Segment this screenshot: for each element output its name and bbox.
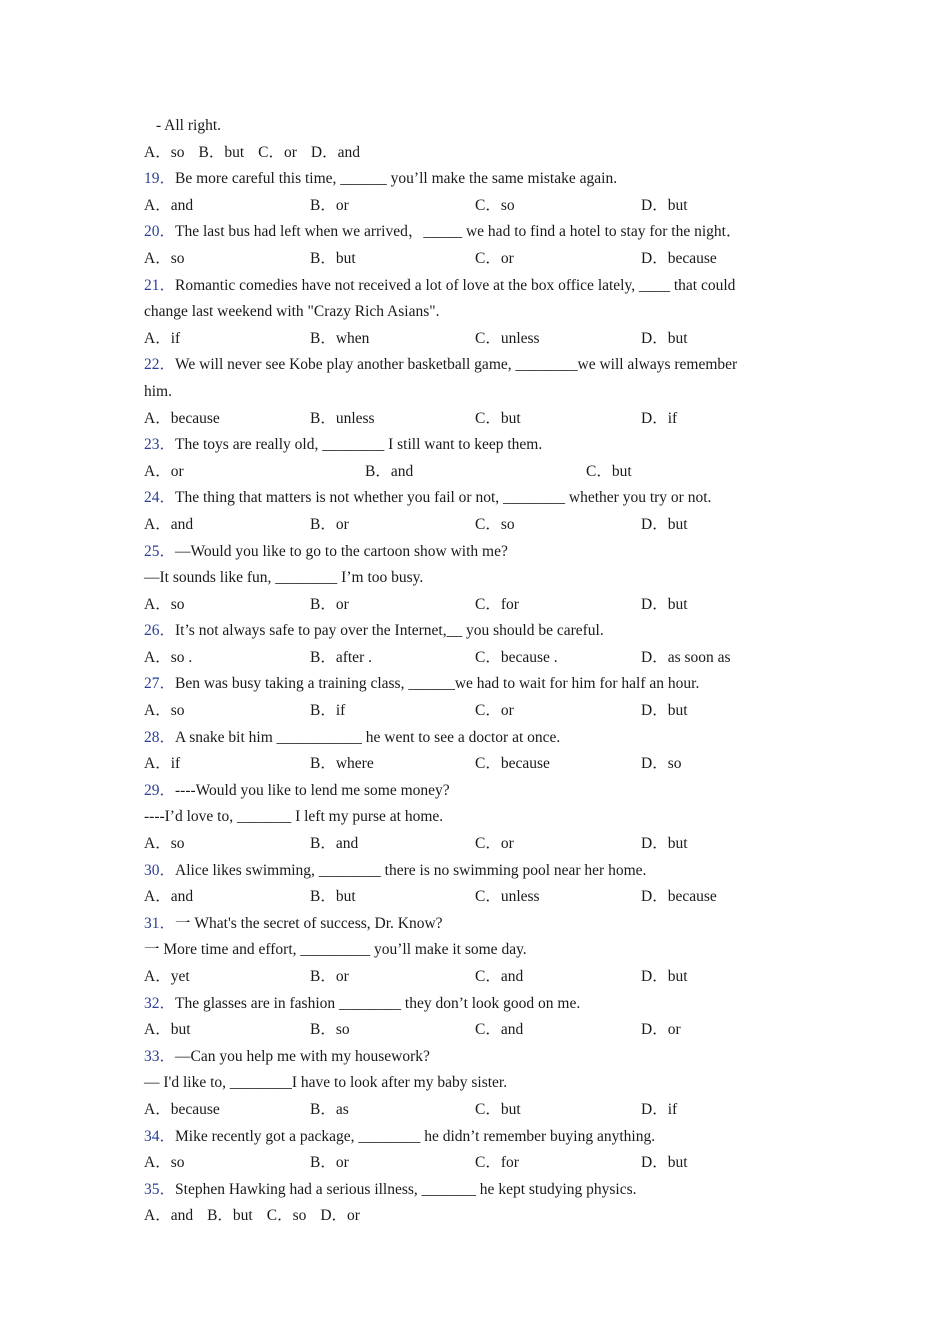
question-number: 21． — [144, 276, 176, 294]
option-a: A．so — [144, 702, 185, 720]
option-b: B．or — [310, 968, 349, 985]
option-b: B．and — [310, 835, 359, 853]
option-b: B．or — [310, 1154, 349, 1172]
dialogue-reply: - All right. — [156, 117, 222, 134]
question-line: Mike recently got a package, ________ he didn’t remember buying anything. — [175, 1127, 656, 1145]
question-text — [144, 671, 804, 698]
answer-options — [144, 1097, 804, 1124]
question-line: him. — [144, 382, 172, 400]
question-text — [144, 725, 804, 752]
option-b: B．where — [310, 755, 374, 773]
option-c: C．or — [475, 702, 514, 720]
option-d: D．but — [641, 835, 688, 853]
question-number: 19． — [144, 170, 176, 188]
option-b: B．as — [310, 1100, 349, 1118]
question-text-continued — [144, 1070, 804, 1097]
option-a: A．and — [144, 515, 194, 533]
option-d: D．but — [641, 968, 688, 985]
option-a: A．and — [144, 888, 194, 906]
option-d: D．but — [641, 702, 688, 720]
option-d: D．but — [641, 595, 688, 613]
option-c: C．because — [475, 755, 550, 773]
answer-options — [144, 1150, 804, 1177]
option-b: B．after . — [310, 648, 372, 666]
option-c: C．so — [475, 196, 515, 214]
question-line: —Would you like to go to the cartoon show with me? — [175, 542, 508, 560]
question-line: The toys are really old, ________ I still want to keep them. — [175, 436, 543, 454]
intro-options — [144, 140, 804, 167]
question-text — [144, 273, 804, 300]
question-line: 一 What's the secret of success, Dr. Know? — [175, 914, 443, 932]
answer-options — [144, 1203, 804, 1230]
question-line: —Can you help me with my housework? — [175, 1047, 430, 1065]
option-d: D．if — [641, 1100, 678, 1118]
question-line: We will never see Kobe play another basketball game, ________we will always remember — [175, 356, 738, 374]
option-b: B．if — [310, 702, 346, 720]
option-c: C．so — [266, 1207, 307, 1225]
question-text — [144, 778, 804, 805]
option-c: C．but — [586, 462, 632, 480]
option-a: A．so — [144, 143, 185, 161]
option-a: A．because — [144, 409, 220, 427]
option-a: A．and — [144, 1207, 194, 1225]
option-b: B．or — [310, 196, 349, 214]
option-c: C．but — [475, 409, 521, 427]
option-d: D．and — [310, 143, 360, 161]
answer-options — [144, 964, 804, 991]
question-number: 22． — [144, 356, 176, 374]
answer-options — [144, 459, 804, 486]
option-a: A．if — [144, 329, 181, 347]
option-a: A．because — [144, 1100, 220, 1118]
option-b: B．but — [310, 888, 356, 906]
question-line: Stephen Hawking had a serious illness, _______ he kept studying physics. — [175, 1180, 637, 1198]
question-text — [144, 911, 804, 938]
option-c: C．for — [475, 1154, 519, 1172]
option-d: D．but — [641, 515, 688, 533]
option-c: C．and — [475, 1021, 524, 1039]
option-c: C．unless — [475, 329, 540, 347]
option-a: A．or — [144, 462, 184, 480]
option-d: D．or — [320, 1207, 360, 1225]
option-c: C．but — [475, 1100, 521, 1118]
question-text-continued — [144, 804, 804, 831]
question-number: 26． — [144, 622, 176, 640]
question-text-continued — [144, 565, 804, 592]
question-number: 31． — [144, 914, 176, 932]
question-number: 34． — [144, 1127, 176, 1145]
question-text — [144, 858, 804, 885]
question-line: — I'd like to, ________I have to look after my baby sister. — [144, 1074, 508, 1092]
answer-options — [144, 246, 804, 273]
option-b: B．unless — [310, 409, 375, 427]
option-a: A．so — [144, 1154, 185, 1172]
question-number: 20． — [144, 223, 176, 241]
question-line: Ben was busy taking a training class, ______we had to wait for him for half an hour. — [175, 675, 700, 693]
option-c: C．so — [475, 515, 515, 533]
question-text-continued — [144, 299, 804, 326]
question-text-continued — [144, 379, 804, 406]
option-d: D．or — [641, 1021, 681, 1039]
answer-options — [144, 698, 804, 725]
option-c: C．and — [475, 968, 524, 985]
answer-options — [144, 1017, 804, 1044]
option-b: B．or — [310, 515, 349, 533]
option-b: B．when — [310, 329, 370, 347]
question-text — [144, 1177, 804, 1204]
option-a: A．so . — [144, 648, 193, 666]
option-c: C．or — [475, 835, 514, 853]
question-line: ----Would you like to lend me some money? — [175, 781, 450, 799]
option-c: C．unless — [475, 888, 540, 906]
question-number: 32． — [144, 994, 176, 1012]
option-d: D．as soon as — [641, 648, 731, 666]
option-b: B．so — [310, 1021, 350, 1039]
question-number: 35． — [144, 1180, 176, 1198]
question-text — [144, 1044, 804, 1071]
option-b: B．but — [310, 249, 356, 267]
option-d: D．if — [641, 409, 678, 427]
option-c: C．for — [475, 595, 519, 613]
answer-options — [144, 512, 804, 539]
option-d: D．but — [641, 329, 688, 347]
question-line: The thing that matters is not whether you fail or not, ________ whether you try or not. — [175, 489, 712, 507]
option-c: C．or — [258, 143, 297, 161]
question-number: 27． — [144, 675, 176, 693]
option-c: C．because . — [475, 648, 558, 666]
question-text — [144, 618, 804, 645]
worksheet-page — [144, 113, 804, 1230]
question-text — [144, 166, 804, 193]
option-a: A．if — [144, 755, 181, 773]
answer-options — [144, 406, 804, 433]
question-text-continued — [144, 937, 804, 964]
question-number: 33． — [144, 1047, 176, 1065]
question-line: The glasses are in fashion ________ they don’t look good on me. — [175, 994, 581, 1012]
question-line: change last weekend with "Crazy Rich Asians". — [144, 303, 440, 321]
option-d: D．but — [641, 1154, 688, 1172]
question-line: Alice likes swimming, ________ there is no swimming pool near her home. — [175, 861, 647, 879]
option-b: B．or — [310, 595, 349, 613]
answer-options — [144, 592, 804, 619]
question-text — [144, 539, 804, 566]
option-d: D．but — [641, 196, 688, 214]
question-line: A snake bit him ___________ he went to see a doctor at once. — [175, 728, 561, 746]
answer-options — [144, 884, 804, 911]
option-b: B．but — [207, 1207, 253, 1225]
option-a: A．yet — [144, 968, 190, 985]
question-text — [144, 352, 804, 379]
option-a: A．so — [144, 595, 185, 613]
option-c: C．or — [475, 249, 514, 267]
answer-options — [144, 193, 804, 220]
question-text — [144, 432, 804, 459]
question-text — [144, 991, 804, 1018]
question-line: The last bus had left when we arrived，_____ we had to find a hotel to stay for the night． — [175, 223, 742, 241]
option-a: A．but — [144, 1021, 191, 1039]
option-d: D．because — [641, 249, 717, 267]
answer-options — [144, 645, 804, 672]
question-text — [144, 219, 804, 246]
answer-options — [144, 326, 804, 353]
option-b: B．and — [365, 462, 414, 480]
question-text — [144, 485, 804, 512]
option-a: A．and — [144, 196, 194, 214]
answer-options — [144, 831, 804, 858]
question-number: 25． — [144, 542, 176, 560]
question-line: —It sounds like fun, ________ I’m too busy. — [144, 569, 424, 587]
question-line: It’s not always safe to pay over the Internet,__ you should be careful. — [175, 622, 604, 640]
question-line: 一 More time and effort, _________ you’ll make it some day. — [144, 941, 527, 959]
question-number: 23． — [144, 436, 176, 454]
question-line: Be more careful this time, ______ you’ll make the same mistake again. — [175, 170, 618, 188]
option-a: A．so — [144, 249, 185, 267]
answer-options — [144, 751, 804, 778]
question-number: 24． — [144, 489, 176, 507]
question-number: 29． — [144, 781, 176, 799]
option-a: A．so — [144, 835, 185, 853]
question-number: 28． — [144, 728, 176, 746]
option-b: B．but — [198, 143, 245, 161]
question-line: ----I’d love to, _______ I left my purse at home. — [144, 808, 444, 826]
option-d: D．because — [641, 888, 717, 906]
question-line: Romantic comedies have not received a lot of love at the box office lately, ____ that could — [175, 276, 736, 294]
option-d: D．so — [641, 755, 682, 773]
question-number: 30． — [144, 861, 176, 879]
question-list — [144, 166, 804, 1230]
question-text — [144, 1124, 804, 1151]
